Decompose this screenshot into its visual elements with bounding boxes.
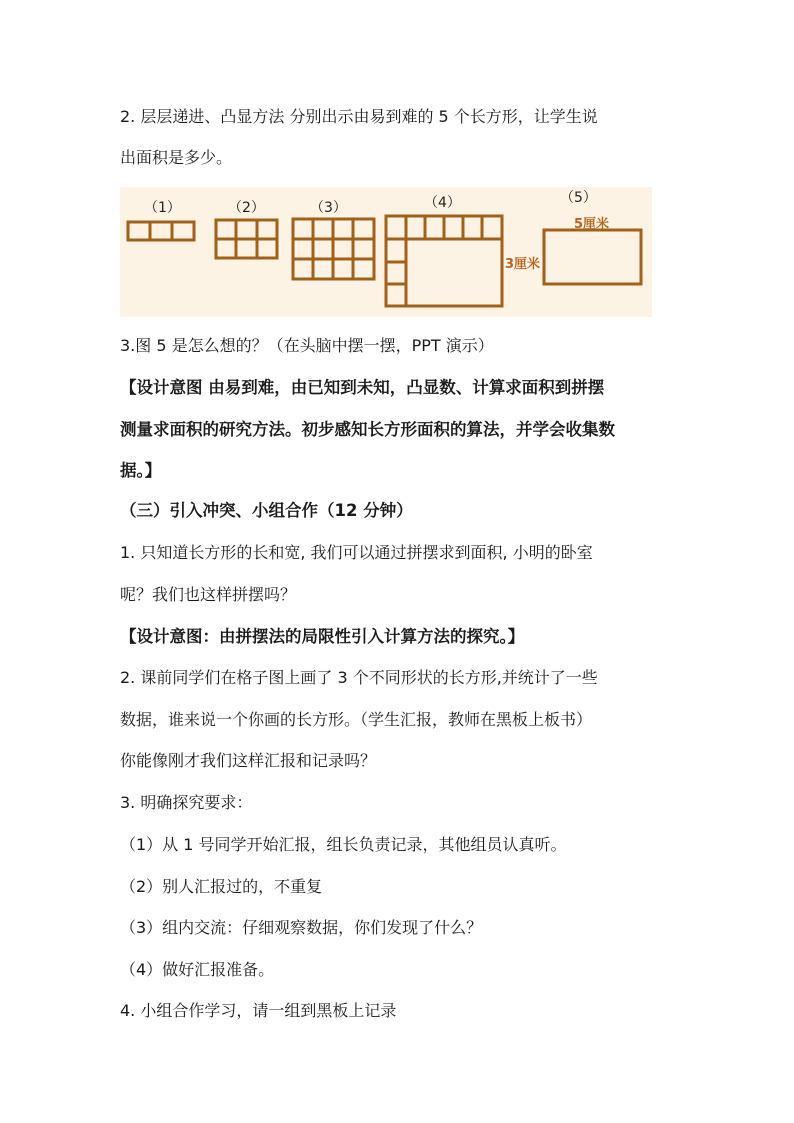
design-intent-line: 【设计意图：由拼摆法的局限性引入计算方法的探究。】	[120, 627, 525, 646]
design-intent-line: 测量求面积的研究方法。初步感知长方形面积的算法，并学会收集数	[120, 420, 615, 439]
design-intent-line: 据。】	[120, 461, 162, 480]
paragraph-line: 2. 课前同学们在格子图上画了 3 个不同形状的长方形,并统计了一些	[120, 668, 598, 687]
section-heading: （三）引入冲突、小组合作（12 分钟）	[120, 501, 413, 520]
list-item: （4）做好汇报准备。	[120, 960, 275, 979]
paragraph-line: 呢？我们也这样拼摆吗？	[120, 585, 297, 604]
figure-label-2: （2）	[228, 200, 265, 216]
list-item: （2）别人汇报过的，不重复	[120, 877, 323, 896]
design-intent-line: 【设计意图 由易到难，由已知到未知，凸显数、计算求面积到拼摆	[120, 378, 605, 397]
width-label: 5厘米	[574, 217, 610, 232]
paragraph-line: 4. 小组合作学习，请一组到黑板上记录	[120, 1001, 397, 1020]
paragraph-line: 1. 只知道长方形的长和宽, 我们可以通过拼摆求到面积, 小明的卧室	[120, 543, 593, 562]
paragraph-line: 数据，谁来说一个你画的长方形。（学生汇报，教师在黑板上板书）	[120, 710, 593, 729]
figure-label-3: （3）	[310, 200, 347, 216]
paragraph-line: 3. 明确探究要求：	[120, 793, 253, 812]
rectangle-2	[216, 220, 277, 258]
list-item: （1）从 1 号同学开始汇报，组长负责记录，其他组员认真听。	[120, 835, 567, 854]
paragraph-line: 2. 层层递进、凸显方法 分别出示由易到难的 5 个长方形，让学生说	[120, 107, 598, 126]
rectangles-figure	[120, 187, 652, 317]
list-item: （3）组内交流：仔细观察数据，你们发现了什么？	[120, 918, 483, 937]
figure-label-1: （1）	[144, 200, 181, 216]
paragraph-line: 出面积是多少。	[120, 148, 233, 167]
rectangle-1	[128, 222, 194, 240]
figure-label-4: （4）	[424, 195, 461, 211]
figure-label-5: （5）	[560, 190, 597, 206]
paragraph-line: 你能像刚才我们这样汇报和记录吗？	[120, 751, 377, 770]
height-label: 3厘米	[505, 257, 541, 272]
rectangle-5	[544, 230, 641, 284]
rectangle-4	[386, 216, 502, 306]
rectangle-3	[293, 219, 374, 279]
paragraph-line: 3.图 5 是怎么想的？（在头脑中摆一摆，PPT 演示）	[120, 336, 494, 355]
